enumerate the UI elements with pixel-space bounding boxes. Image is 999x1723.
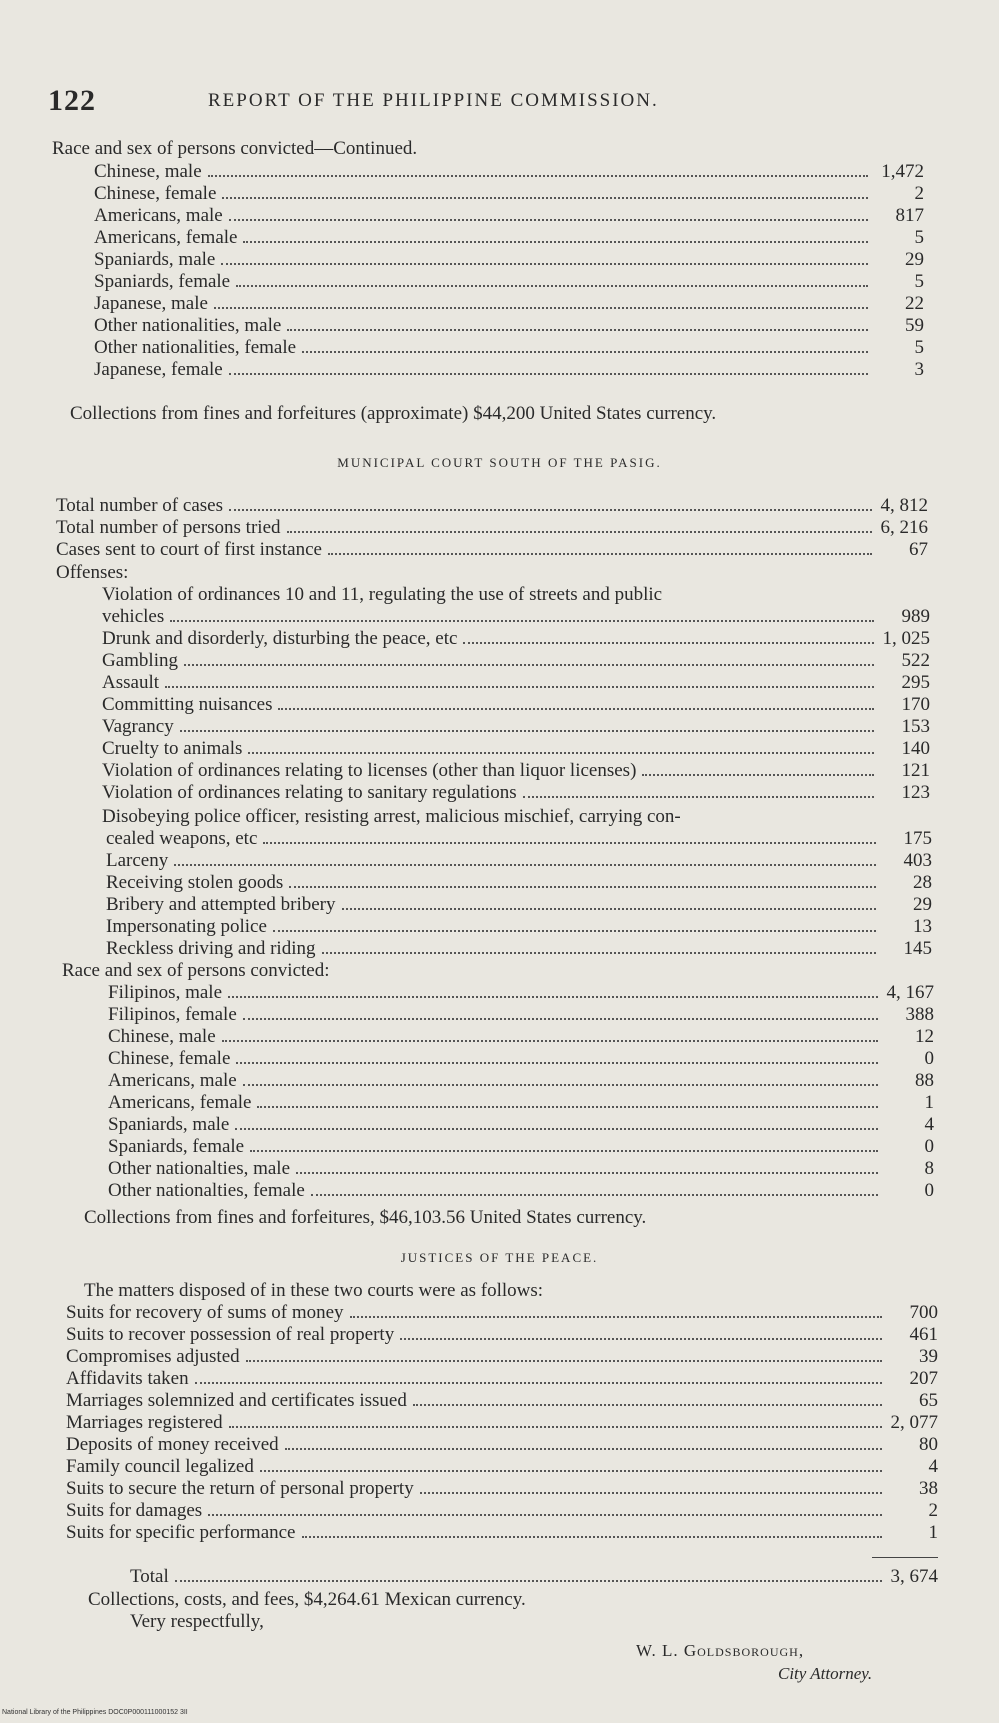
row-value: 88 (915, 1070, 934, 1091)
municipal-court-south-title: MUNICIPAL COURT SOUTH OF THE PASIG. (337, 455, 662, 470)
row-value: 145 (903, 938, 932, 959)
dot-leader (257, 1106, 878, 1108)
matter-row (66, 1368, 938, 1390)
offense-row (102, 738, 930, 760)
offense-row (106, 850, 932, 872)
conviction-row (108, 1070, 934, 1092)
conviction-row (94, 205, 924, 227)
matter-row (66, 1500, 938, 1522)
row-value: 153 (901, 716, 930, 737)
row-value: 67 (909, 539, 928, 560)
row-value: 2, 077 (890, 1412, 938, 1433)
page-header (48, 84, 938, 118)
dot-leader (285, 1448, 882, 1450)
conviction-row (108, 1026, 934, 1048)
row-label: Suits to secure the return of personal property (66, 1478, 414, 1499)
dot-leader (273, 930, 876, 932)
dot-leader (243, 241, 868, 243)
row-label: Impersonating police (106, 916, 267, 937)
row-label: Drunk and disorderly, disturbing the peace, etc (102, 628, 458, 649)
row-label: Suits for specific performance (66, 1522, 296, 1543)
dot-leader (222, 1040, 878, 1042)
row-value: 700 (909, 1302, 938, 1323)
row-value: 22 (905, 293, 924, 314)
row-value: 29 (905, 249, 924, 270)
row-value: 2 (914, 183, 924, 204)
dot-leader (228, 996, 878, 998)
dot-leader (174, 864, 876, 866)
row-value: 4, 812 (880, 495, 928, 516)
row-label: Bribery and attempted bribery (106, 894, 336, 915)
offense-line-disobeying: Disobeying police officer, resisting arrest, malicious mischief, carrying con- (102, 806, 681, 827)
dot-leader (420, 1492, 882, 1494)
row-value: 170 (901, 694, 930, 715)
row-label: Suits for damages (66, 1500, 203, 1521)
dot-leader (287, 329, 868, 331)
row-label: Spaniards, female (108, 1136, 245, 1157)
dot-leader (322, 952, 877, 954)
dot-leader (642, 774, 874, 776)
row-label: Filipinos, male (108, 982, 222, 1003)
dot-leader (229, 219, 868, 221)
row-value: 4, 167 (886, 982, 934, 1003)
row-label: Spaniards, male (108, 1114, 230, 1135)
row-label: Assault (102, 672, 159, 693)
matter-row (66, 1522, 938, 1544)
offense-row (106, 872, 932, 894)
row-value: 3 (914, 359, 924, 380)
matter-row (66, 1346, 938, 1368)
row-label: Chinese, female (108, 1048, 231, 1069)
matter-row (66, 1302, 938, 1324)
row-label: Receiving stolen goods (106, 872, 284, 893)
row-value: 121 (901, 760, 930, 781)
row-label: Violation of ordinances relating to sanitary regulations (102, 782, 517, 803)
row-label: Chinese, female (94, 183, 217, 204)
dot-leader (463, 642, 874, 644)
court-total-row (56, 495, 928, 517)
row-value: 5 (914, 337, 924, 358)
row-label: Other nationalities, male (94, 315, 282, 336)
row-label: Chinese, male (94, 161, 202, 182)
dot-leader (195, 1382, 882, 1384)
dot-leader (235, 1128, 878, 1130)
dot-leader (222, 197, 868, 199)
dot-leader (311, 1194, 878, 1196)
row-label: Americans, female (108, 1092, 252, 1113)
row-value: 4 (928, 1456, 938, 1477)
row-value: 29 (913, 894, 932, 915)
justices-intro: The matters disposed of in these two courts were as follows: (84, 1280, 544, 1301)
row-label: Affidavits taken (66, 1368, 189, 1389)
row-label: Americans, male (94, 205, 223, 226)
row-value: 295 (901, 672, 930, 693)
row-label: Americans, female (94, 227, 238, 248)
conviction-row (108, 1048, 934, 1070)
dot-leader (350, 1316, 882, 1318)
offense-row (106, 916, 932, 938)
row-label: Marriages solemnized and certificates issued (66, 1390, 407, 1411)
row-label: vehicles (102, 606, 165, 627)
conviction-row (108, 1158, 934, 1180)
dot-leader (296, 1172, 878, 1174)
collections-north: Collections from fines and forfeitures (approximate) $44,200 United States currency. (70, 403, 717, 424)
row-value: 140 (901, 738, 930, 759)
dot-leader (260, 1470, 882, 1472)
closing-salutation: Very respectfully, (130, 1611, 264, 1632)
running-title: REPORT OF THE PHILIPPINE COMMISSION. (208, 90, 659, 111)
conviction-row (108, 1092, 934, 1114)
conviction-row (94, 315, 924, 337)
row-label: Total number of cases (56, 495, 223, 516)
dot-leader (302, 351, 868, 353)
race-sex-heading: Race and sex of persons convicted: (62, 960, 330, 981)
matter-row (66, 1478, 938, 1500)
row-value: 817 (895, 205, 924, 226)
row-value: 39 (919, 1346, 938, 1367)
offense-row (106, 938, 932, 960)
row-label: Filipinos, female (108, 1004, 237, 1025)
row-value: 207 (909, 1368, 938, 1389)
conviction-row (108, 1114, 934, 1136)
row-value: 4 (924, 1114, 934, 1135)
offense-row (102, 650, 930, 672)
dot-leader (221, 263, 868, 265)
row-label: Japanese, female (94, 359, 223, 380)
dot-leader (236, 1062, 878, 1064)
row-label: Other nationalties, male (108, 1158, 291, 1179)
conviction-row (94, 359, 924, 381)
row-label: Other nationalities, female (94, 337, 297, 358)
row-value: 6, 216 (880, 517, 928, 538)
page-number: 122 (48, 84, 96, 117)
conviction-row (108, 982, 934, 1004)
dot-leader (263, 842, 876, 844)
row-label: Spaniards, male (94, 249, 216, 270)
dot-leader (342, 908, 876, 910)
row-label: cealed weapons, etc (106, 828, 258, 849)
matter-row (66, 1456, 938, 1478)
dot-leader (413, 1404, 882, 1406)
matter-row (66, 1324, 938, 1346)
conviction-row (94, 227, 924, 249)
row-label: Committing nuisances (102, 694, 273, 715)
row-label: Cases sent to court of first instance (56, 539, 322, 560)
row-value: 123 (901, 782, 930, 803)
row-value: 461 (909, 1324, 938, 1345)
dot-leader (170, 620, 874, 622)
dot-leader (248, 752, 874, 754)
matter-row (66, 1390, 938, 1412)
row-label: Suits for recovery of sums of money (66, 1302, 344, 1323)
row-label: Japanese, male (94, 293, 208, 314)
offense-row (102, 672, 930, 694)
offense-row (102, 694, 930, 716)
conviction-row (108, 1180, 934, 1202)
row-value: 1 (924, 1092, 934, 1113)
row-value: 38 (919, 1478, 938, 1499)
row-value: 522 (901, 650, 930, 671)
row-value: 989 (901, 606, 930, 627)
conviction-row (94, 161, 924, 183)
dot-leader (289, 886, 876, 888)
dot-leader (243, 1018, 878, 1020)
signature-name: W. L. Goldsborough, (636, 1641, 805, 1660)
row-value: 388 (905, 1004, 934, 1025)
row-value: 80 (919, 1434, 938, 1455)
row-label: Deposits of money received (66, 1434, 279, 1455)
row-label: Compromises adjusted (66, 1346, 240, 1367)
footer-stamp: National Library of the Philippines DOC0P000111000152 3II (2, 1709, 188, 1716)
dot-leader (229, 1426, 882, 1428)
row-value: 12 (915, 1026, 934, 1047)
dot-leader (328, 553, 872, 555)
row-label: Gambling (102, 650, 178, 671)
row-value: 5 (914, 227, 924, 248)
row-value: 0 (924, 1136, 934, 1157)
row-label: Chinese, male (108, 1026, 216, 1047)
court-total-row (56, 517, 928, 539)
conviction-row (108, 1004, 934, 1026)
row-value: 5 (914, 271, 924, 292)
row-label: Marriages registered (66, 1412, 223, 1433)
offense-row (106, 828, 932, 850)
row-value: 0 (924, 1048, 934, 1069)
offense-row (106, 894, 932, 916)
total-rule (872, 1557, 938, 1558)
dot-leader (208, 1514, 882, 1516)
dot-leader (214, 307, 868, 309)
row-value: 8 (924, 1158, 934, 1179)
row-label: Violation of ordinances relating to licenses (other than liquor licenses) (102, 760, 637, 781)
row-value: 28 (913, 872, 932, 893)
dot-leader (278, 708, 874, 710)
collections-justices: Collections, costs, and fees, $4,264.61 Mexican currency. (88, 1589, 526, 1610)
row-label: Other nationalties, female (108, 1180, 305, 1201)
dot-leader (287, 531, 872, 533)
offense-row (102, 716, 930, 738)
row-value: 2 (928, 1500, 938, 1521)
row-value: 403 (903, 850, 932, 871)
conviction-row (94, 249, 924, 271)
collections-south: Collections from fines and forfeitures, $46,103.56 United States currency. (84, 1207, 647, 1228)
dot-leader (400, 1338, 882, 1340)
justices-total-row: Total 3, 674 (130, 1566, 938, 1587)
dot-leader (180, 730, 874, 732)
row-label: Total number of persons tried (56, 517, 281, 538)
race-sex-continued-heading: Race and sex of persons convicted—Continued. (52, 138, 418, 159)
row-value: 175 (903, 828, 932, 849)
row-label: Americans, male (108, 1070, 237, 1091)
row-label: Vagrancy (102, 716, 174, 737)
row-value: 1, 025 (882, 628, 930, 649)
row-value: 59 (905, 315, 924, 336)
dot-leader (229, 509, 872, 511)
row-label: Spaniards, female (94, 271, 231, 292)
dot-leader (236, 285, 868, 287)
row-label: Suits to recover possession of real property (66, 1324, 395, 1345)
row-value: 1 (928, 1522, 938, 1543)
row-label: Larceny (106, 850, 169, 871)
row-label: Cruelty to animals (102, 738, 243, 759)
dot-leader (243, 1084, 878, 1086)
dot-leader (165, 686, 874, 688)
matter-row (66, 1412, 938, 1434)
dot-leader (523, 796, 874, 798)
court-total-row (56, 539, 928, 561)
dot-leader (229, 373, 868, 375)
offenses-heading: Offenses: (56, 562, 129, 583)
row-value: 0 (924, 1180, 934, 1201)
offense-row (102, 760, 930, 782)
conviction-row (94, 271, 924, 293)
justices-of-peace-title: JUSTICES OF THE PEACE. (400, 1250, 599, 1265)
conviction-row (94, 293, 924, 315)
row-value: 65 (919, 1390, 938, 1411)
offense-row (102, 782, 930, 804)
row-label: Family council legalized (66, 1456, 254, 1477)
conviction-row (94, 183, 924, 205)
conviction-row (94, 337, 924, 359)
conviction-row (108, 1136, 934, 1158)
offense-row (102, 606, 930, 628)
dot-leader (250, 1150, 878, 1152)
dot-leader (246, 1360, 882, 1362)
offense-row (102, 628, 930, 650)
dot-leader (302, 1536, 883, 1538)
row-value: 13 (913, 916, 932, 937)
dot-leader (184, 664, 874, 666)
row-value: 1,472 (881, 161, 924, 182)
row-label: Reckless driving and riding (106, 938, 316, 959)
signature-title: City Attorney. (778, 1664, 873, 1683)
dot-leader (208, 175, 868, 177)
offense-line-ordinances: Violation of ordinances 10 and 11, regulating the use of streets and public (102, 584, 663, 605)
matter-row (66, 1434, 938, 1456)
